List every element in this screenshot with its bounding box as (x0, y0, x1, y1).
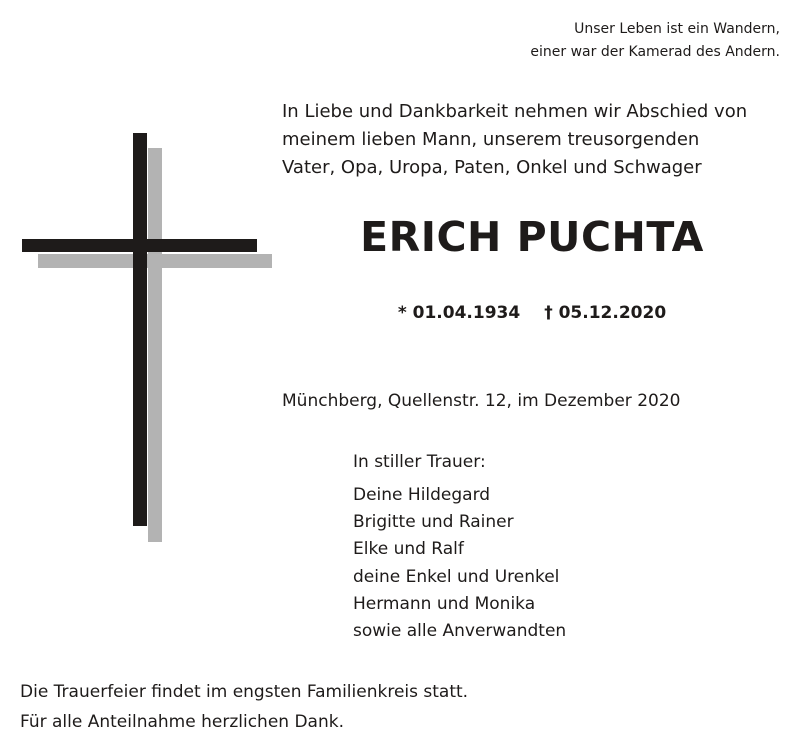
mourners-list (353, 482, 566, 645)
mourner-name: Elke und Ralf (353, 539, 464, 560)
quote (470, 18, 780, 64)
life-dates (282, 303, 782, 323)
cross-shadow-vertical (148, 148, 162, 542)
death-date: † 05.12.2020 (544, 303, 667, 323)
intro-text (282, 98, 792, 182)
quote-line: einer war der Kamerad des Andern. (530, 44, 780, 60)
mourner-name: Brigitte und Rainer (353, 512, 514, 533)
intro-line: In Liebe und Dankbarkeit nehmen wir Abschied von (282, 101, 748, 122)
mourner-name: Hermann und Monika (353, 593, 536, 614)
footer-line: Für alle Anteilnahme herzlichen Dank. (20, 712, 344, 732)
deceased-name: ERICH PUCHTA (360, 213, 704, 261)
mourners-label: In stiller Trauer: (353, 452, 486, 472)
mourner-name: deine Enkel und Urenkel (353, 566, 560, 587)
quote-line: Unser Leben ist ein Wandern, (574, 21, 780, 37)
intro-line: meinem lieben Mann, unserem treusorgenden (282, 129, 700, 150)
intro-line: Vater, Opa, Uropa, Paten, Onkel und Schwager (282, 157, 702, 178)
mourner-name: Deine Hildegard (353, 485, 491, 505)
birth-date: * 01.04.1934 (397, 303, 521, 323)
cross-shadow-horizontal (38, 254, 272, 268)
cross-vertical (133, 133, 147, 526)
cross-horizontal (22, 239, 257, 252)
footer-note (20, 677, 468, 737)
footer-line: Die Trauerfeier findet im engsten Familienkreis statt. (20, 682, 469, 702)
mourner-name: sowie alle Anverwandten (353, 621, 567, 642)
place-date: Münchberg, Quellenstr. 12, im Dezember 2020 (282, 391, 681, 411)
